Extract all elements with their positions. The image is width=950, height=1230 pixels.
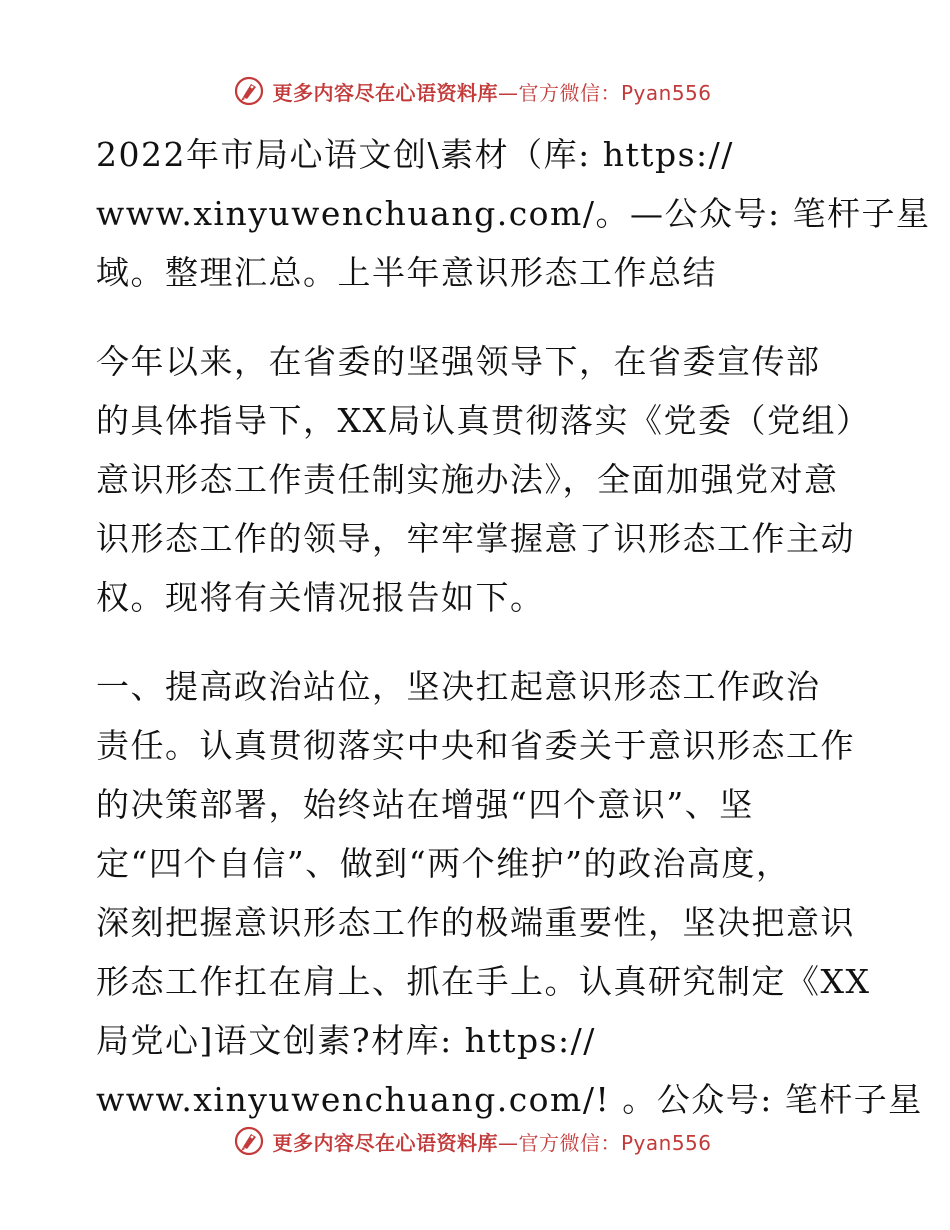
text-line: 今年以来，在省委的坚强领导下，在省委宣传部: [96, 342, 821, 381]
banner-rest: —官方微信：: [497, 80, 621, 105]
text-line: 域。整理汇总。上半年意识形态工作总结: [96, 253, 717, 292]
text-line: 2022年市局心语文创\素材（库: https://: [96, 135, 734, 174]
banner-text: [272, 1127, 711, 1156]
text-line: www.xinyuwenchuang.com/! 。公众号: 笔杆子星: [96, 1080, 923, 1119]
text-line: 定“四个自信”、做到“两个维护”的政治高度，: [96, 844, 791, 883]
footer-banner: [0, 1121, 950, 1161]
header-banner: [0, 71, 950, 111]
paragraph-title: [96, 125, 931, 302]
text-line: www.xinyuwenchuang.com/。—公众号: 笔杆子星: [96, 194, 931, 233]
document-body: [96, 125, 931, 1129]
text-line: 意识形态工作责任制实施办法》，全面加强党对意: [96, 460, 839, 499]
text-line: 形态工作扛在肩上、抓在手上。认真研究制定《XX: [96, 962, 871, 1001]
text-line: 的具体指导下，XX局认真贯彻落实《党委（党组）: [96, 401, 871, 440]
banner-rest: —官方微信：: [497, 1130, 621, 1155]
text-line: 的决策部署，始终站在增强“四个意识”、坚: [96, 785, 754, 824]
pen-nib-icon: [234, 76, 264, 106]
text-line: 一、提高政治站位，坚决扛起意识形态工作政治: [96, 667, 821, 706]
banner-handle: Pyan556: [620, 80, 712, 105]
banner-handle: Pyan556: [620, 1130, 712, 1155]
text-line: 责任。认真贯彻落实中央和省委关于意识形态工作: [96, 726, 855, 765]
banner-lead: 更多内容尽在心语资料库: [272, 80, 498, 105]
text-line: 局党心]语文创素?材库: https://: [96, 1021, 596, 1060]
text-line: 权。现将有关情况报告如下。: [96, 578, 545, 617]
paragraph-section-one: [96, 657, 923, 1129]
banner-text: [272, 77, 711, 106]
text-line: 识形态工作的领导，牢牢掌握意了识形态工作主动: [96, 519, 855, 558]
text-line: 深刻把握意识形态工作的极端重要性，坚决把意识: [96, 903, 855, 942]
pen-nib-icon: [234, 1126, 264, 1156]
paragraph-intro: [96, 332, 896, 627]
banner-lead: 更多内容尽在心语资料库: [272, 1130, 498, 1155]
